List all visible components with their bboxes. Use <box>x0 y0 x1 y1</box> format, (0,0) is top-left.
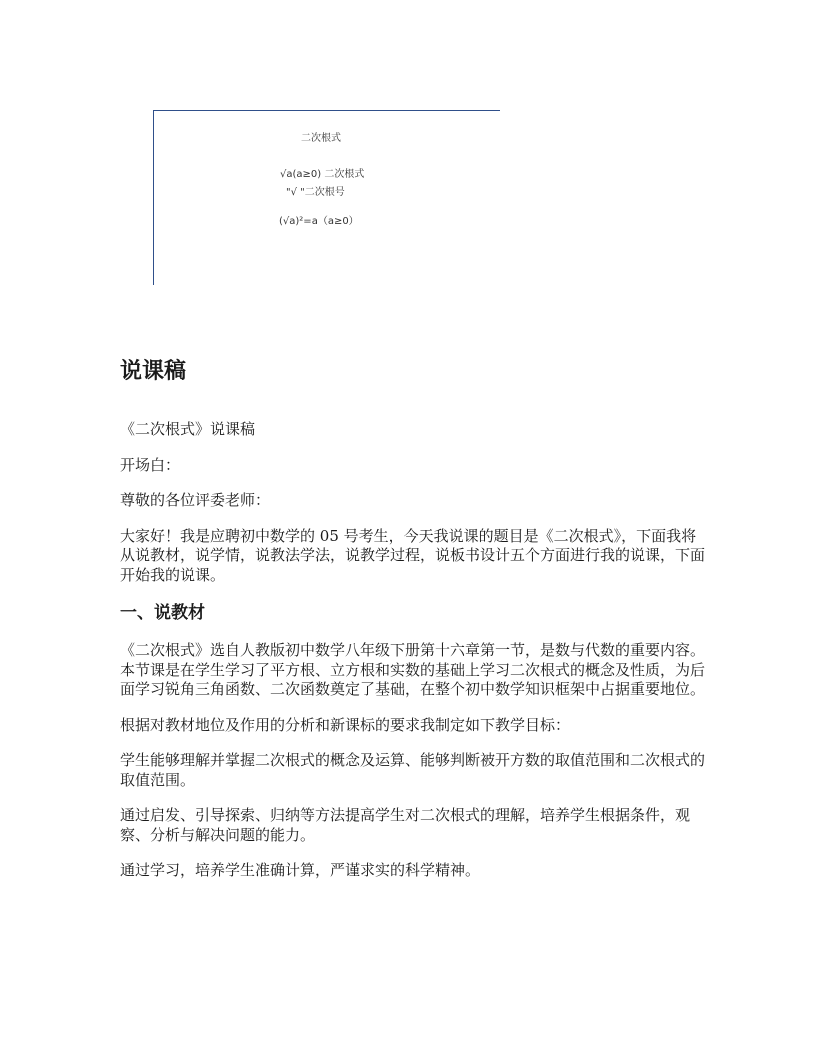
section-heading-textbook: 一、说教材 <box>120 603 205 623</box>
paragraph-intro: 大家好！我是应聘初中数学的 05 号考生，今天我说课的题目是《二次根式》，下面我将从说教材，说学情，说教法学法，说教学过程，说板书设计五个方面进行我的说课，下面开始我的说课。 <box>120 526 706 584</box>
paragraph-opening: 开场白： <box>120 455 181 474</box>
paragraph-goal-1: 学生能够理解并掌握二次根式的概念及运算、能够判断被开方数的取值范围和二次根式的取值范围。 <box>120 751 706 789</box>
radical-sign: √ <box>280 169 287 180</box>
paragraph-goal-3: 通过学习，培养学生准确计算，严谨求实的科学精神。 <box>120 861 481 879</box>
board-definition-text: a(a≥0) 二次根式 <box>286 169 365 180</box>
paragraph-subtitle: 《二次根式》说课稿 <box>120 420 256 438</box>
document-body <box>120 352 710 897</box>
paragraph-salutation: 尊敬的各位评委老师： <box>120 491 271 509</box>
blackboard-figure <box>153 110 500 285</box>
board-radical-label: "√ "二次根号 <box>286 187 345 198</box>
board-definition <box>280 169 364 181</box>
board-top-border <box>153 110 500 111</box>
paragraph-textbook: 《二次根式》选自人教版初中数学八年级下册第十六章第一节，是数与代数的重要内容。本节课是在学生学习了平方根、立方根和实数的基础上学习二次根式的概念及性质，为后面学习锐角三角函数、二次函数奠定了基础，在整个初中数学知识框架中占据重要地位。 <box>120 641 706 698</box>
paragraph-goal-2: 通过启发、引导探索、归纳等方法提高学生对二次根式的理解，培养学生根据条件，观察、分析与解决问题的能力。 <box>120 806 691 844</box>
board-title: 二次根式 <box>301 133 341 144</box>
board-property: (√a)²=a（a≥0） <box>279 216 359 227</box>
board-left-border <box>153 110 154 285</box>
paragraph-goals-intro: 根据对教材地位及作用的分析和新课标的要求我制定如下教学目标： <box>120 715 571 734</box>
page-title: 说课稿 <box>120 359 187 384</box>
